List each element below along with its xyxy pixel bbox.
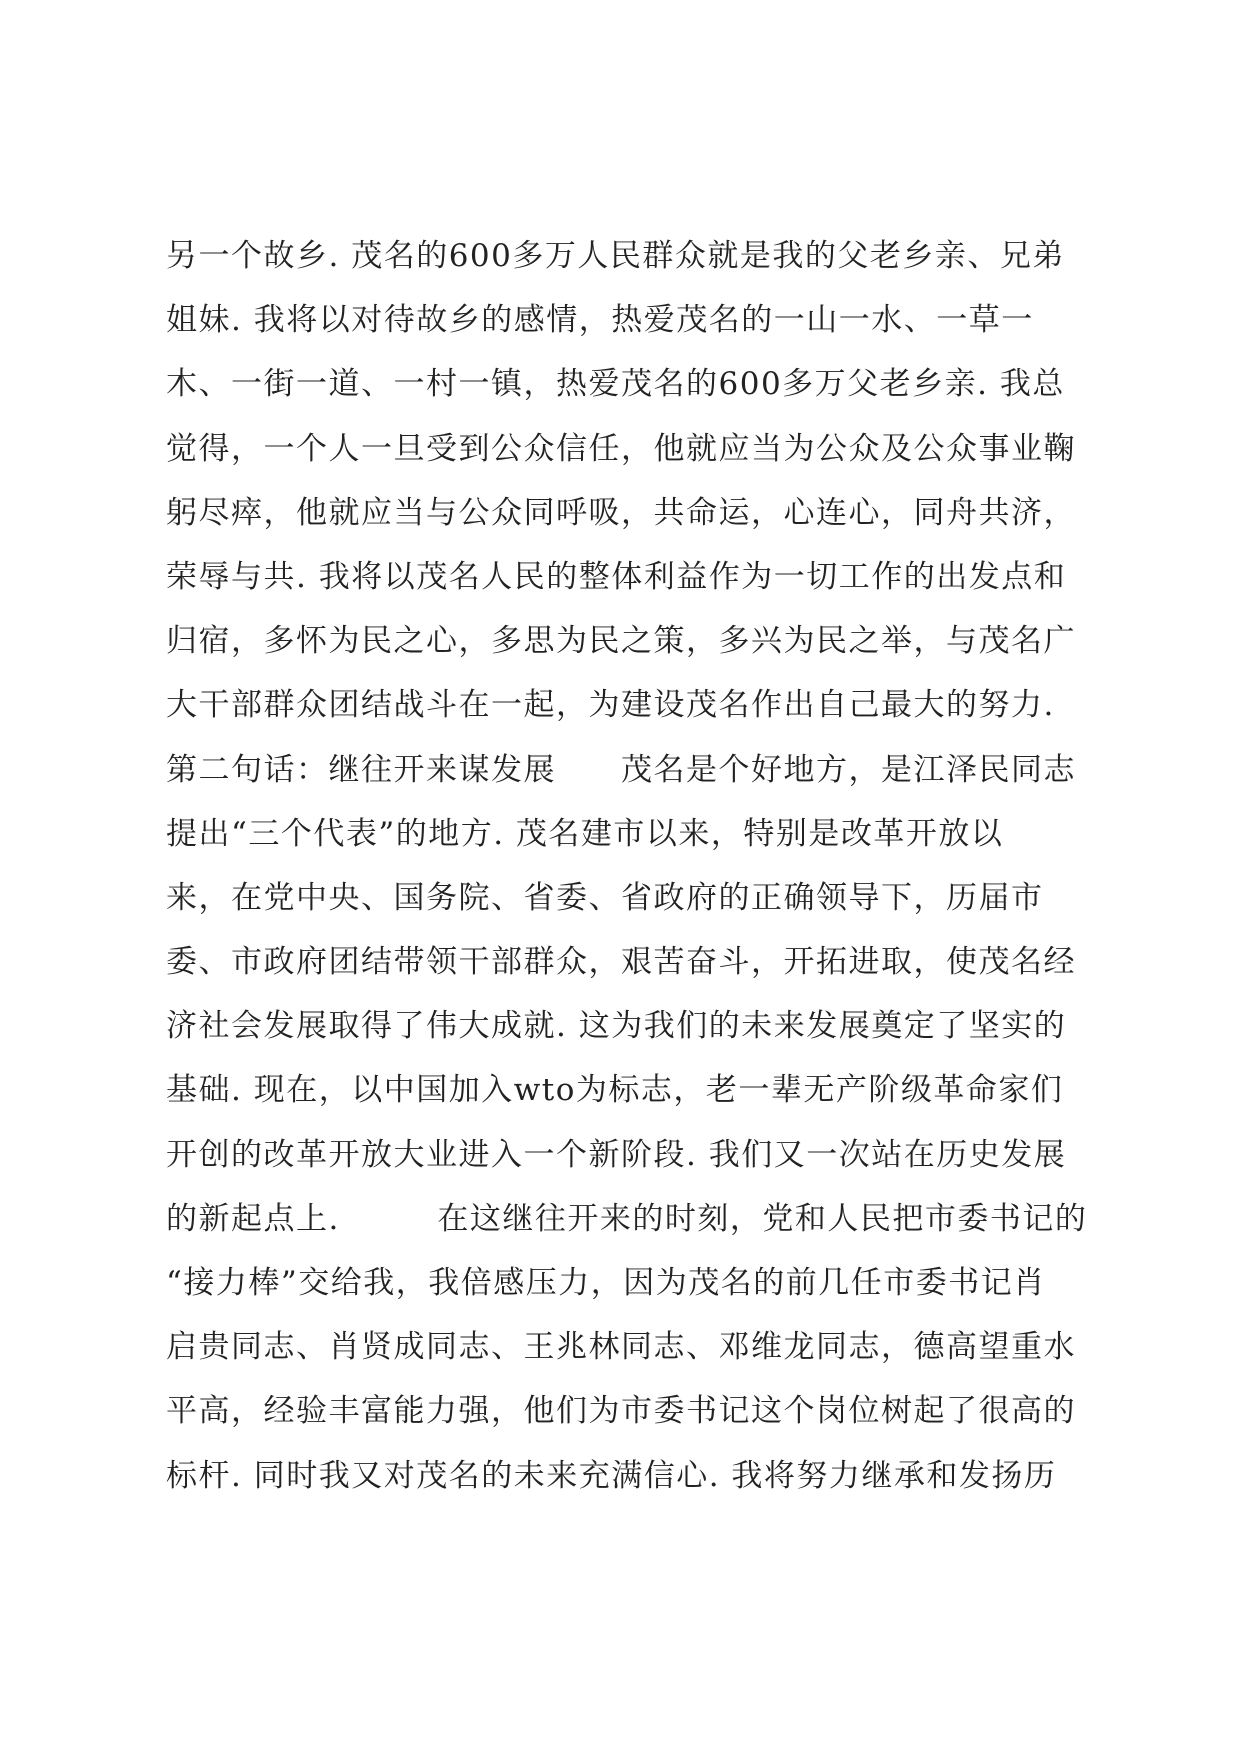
text-line: 启贵同志、肖贤成同志、王兆林同志、邓维龙同志，德高望重水 [166, 1329, 1076, 1366]
text-line: 济社会发展取得了伟大成就. 这为我们的未来发展奠定了坚实的 [166, 1008, 1067, 1045]
body-text [166, 224, 1106, 1508]
text-line: 躬尽瘁，他就应当与公众同呼吸，共命运，心连心，同舟共济， [166, 494, 1076, 531]
text-line: 的新起点上. 在这继往开来的时刻，党和人民把市委书记的 [166, 1200, 1088, 1237]
text-line: 第二句话：继往开来谋发展 茂名是个好地方，是江泽民同志 [166, 751, 1076, 788]
text-line: 觉得，一个人一旦受到公众信任，他就应当为公众及公众事业鞠 [166, 430, 1076, 467]
text-line: 委、市政府团结带领干部群众，艰苦奋斗，开拓进取，使茂名经 [166, 944, 1076, 981]
text-line: 另一个故乡. 茂名的600多万人民群众就是我的父老乡亲、兄弟 [166, 238, 1065, 274]
text-line: 平高，经验丰富能力强，他们为市委书记这个岗位树起了很高的 [166, 1393, 1076, 1430]
text-line: 开创的改革开放大业进入一个新阶段. 我们又一次站在历史发展 [166, 1136, 1067, 1173]
text-line: 基础. 现在，以中国加入wto为标志，老一辈无产阶级革命家们 [166, 1072, 1064, 1109]
text-line: 姐妹. 我将以对待故乡的感情，热爱茂名的一山一水、一草一 [166, 302, 1034, 339]
text-line: 来，在党中央、国务院、省委、省政府的正确领导下，历届市 [166, 879, 1044, 916]
text-line: 标杆. 同时我又对茂名的未来充满信心. 我将努力继承和发扬历 [166, 1457, 1057, 1494]
text-line: 木、一街一道、一村一镇，热爱茂名的600多万父老乡亲. 我总 [166, 366, 1065, 403]
text-line: 荣辱与共. 我将以茂名人民的整体利益作为一切工作的出发点和 [166, 558, 1067, 595]
text-line: 提出“三个代表”的地方. 茂名建市以来，特别是改革开放以 [166, 815, 1004, 852]
text-line: 归宿，多怀为民之心，多思为民之策，多兴为民之举，与茂名广 [166, 623, 1076, 660]
text-line: 大干部群众团结战斗在一起，为建设茂名作出自己最大的努力. [166, 687, 1055, 724]
text-line: “接力棒”交给我，我倍感压力，因为茂名的前几任市委书记肖 [166, 1265, 1046, 1301]
